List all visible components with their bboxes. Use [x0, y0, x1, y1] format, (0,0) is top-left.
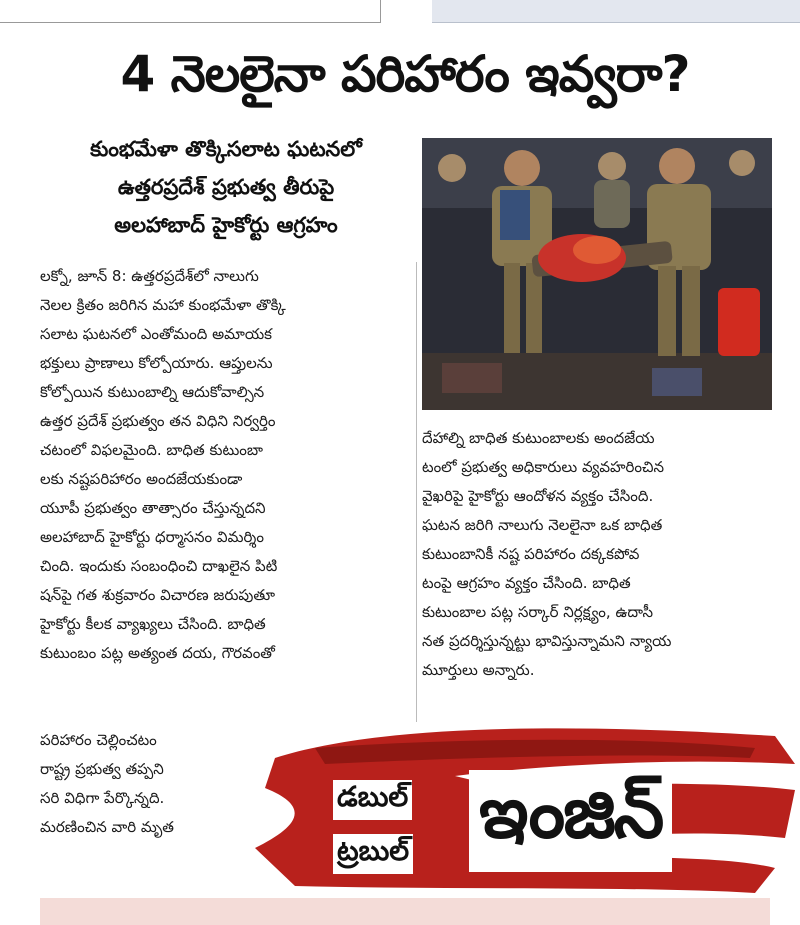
deck-line: కుంభమేళా తొక్కిసలాట ఘటనలో — [90, 137, 362, 161]
body-line: పరిహారం చెల్లించటం — [40, 731, 157, 749]
photo-illustration — [422, 138, 772, 410]
body-line: సలాట ఘటనలో ఎంతోమంది అమాయక — [40, 325, 272, 343]
body-line: లక్నో, జూన్ 8: ఉత్తరప్రదేశ్‌లో నాలుగు — [40, 267, 259, 285]
body-line: హైకోర్టు కీలక వ్యాఖ్యలు చేసింది. బాధిత — [40, 615, 266, 633]
banner-trouble: ట్రబుల్ — [333, 834, 413, 874]
previous-article-edge — [0, 0, 381, 23]
body-line: టంపై ఆగ్రహం వ్యక్తం చేసింది. బాధిత — [422, 574, 631, 592]
body-line: మూర్తులు అన్నారు. — [422, 661, 535, 679]
body-line: ఉత్తర ప్రదేశ్ ప్రభుత్వం తన విధిని నిర్వర్తిం — [40, 412, 276, 430]
body-line: కుటుంబానికీ నష్ట పరిహారం దక్కకపోవ — [422, 545, 640, 563]
body-line: నత ప్రదర్శిస్తున్నట్టు భావిస్తున్నామని న్యాయ — [422, 632, 672, 650]
next-article-edge — [40, 898, 770, 925]
adjacent-article-edge — [432, 0, 800, 23]
double-trouble-engine-banner — [255, 718, 800, 898]
article-column-left-continued — [40, 726, 260, 842]
body-line: మరణించిన వారి మృత — [40, 818, 174, 836]
body-line: వైఖరిపై హైకోర్టు ఆందోళన వ్యక్తం చేసింది. — [422, 487, 654, 505]
body-line: షన్‌పై గత శుక్రవారం విచారణ జరుపుతూ — [40, 586, 276, 604]
body-line: కుటుంబం పట్ల అత్యంత దయ, గౌరవంతో — [40, 644, 275, 662]
body-line: కుటుంబాల పట్ల సర్కార్ నిర్లక్ష్యం, ఉదాసీ — [422, 603, 654, 621]
body-line: చటంలో విఫలమైంది. బాధిత కుటుంబా — [40, 441, 263, 459]
headline: 4 నెలలైనా పరిహారం ఇవ్వరా? — [120, 44, 690, 103]
column-divider — [416, 262, 417, 722]
deck-line: ఉత్తరప్రదేశ్ ప్రభుత్వ తీరుపై — [117, 175, 335, 199]
banner-engine: ఇంజిన్ — [469, 770, 672, 872]
subheadline-deck — [40, 130, 412, 250]
body-line: కోల్పోయిన కుటుంబాల్ని ఆదుకోవాల్సిన — [40, 383, 265, 401]
banner-double: డబుల్ — [333, 780, 412, 820]
body-line: టంలో ప్రభుత్వ అధికారులు వ్యవహరించిన — [422, 458, 665, 476]
body-line: నెలల క్రితం జరిగిన మహా కుంభమేళా తొక్కి — [40, 296, 286, 314]
body-line: అలహాబాద్ హైకోర్టు ధర్మాసనం విమర్శిం — [40, 528, 264, 546]
body-line: రాష్ట్ర ప్రభుత్వ తప్పని — [40, 760, 164, 778]
body-line: దేహాల్ని బాధిత కుటుంబాలకు అందజేయ — [422, 429, 655, 447]
deck-line: అలహాబాద్ హైకోర్టు ఆగ్రహం — [114, 213, 338, 237]
body-line: ఘటన జరిగి నాలుగు నెలలైనా ఒక బాధిత — [422, 516, 663, 534]
body-line: సరి విధిగా పేర్కొన్నది. — [40, 789, 165, 807]
body-line: చింది. ఇందుకు సంబంధించి దాఖలైన పిటి — [40, 557, 278, 575]
body-line: లకు నష్టపరిహారం అందజేయకుండా — [40, 470, 243, 488]
body-line: భక్తులు ప్రాణాలు కోల్పోయారు. ఆప్తులను — [40, 354, 273, 372]
body-line: యూపీ ప్రభుత్వం తాత్సారం చేస్తున్నదని — [40, 499, 266, 517]
article-column-left — [40, 262, 412, 668]
article-column-right — [422, 424, 782, 685]
news-photo-stretcher-rescue — [422, 138, 772, 410]
